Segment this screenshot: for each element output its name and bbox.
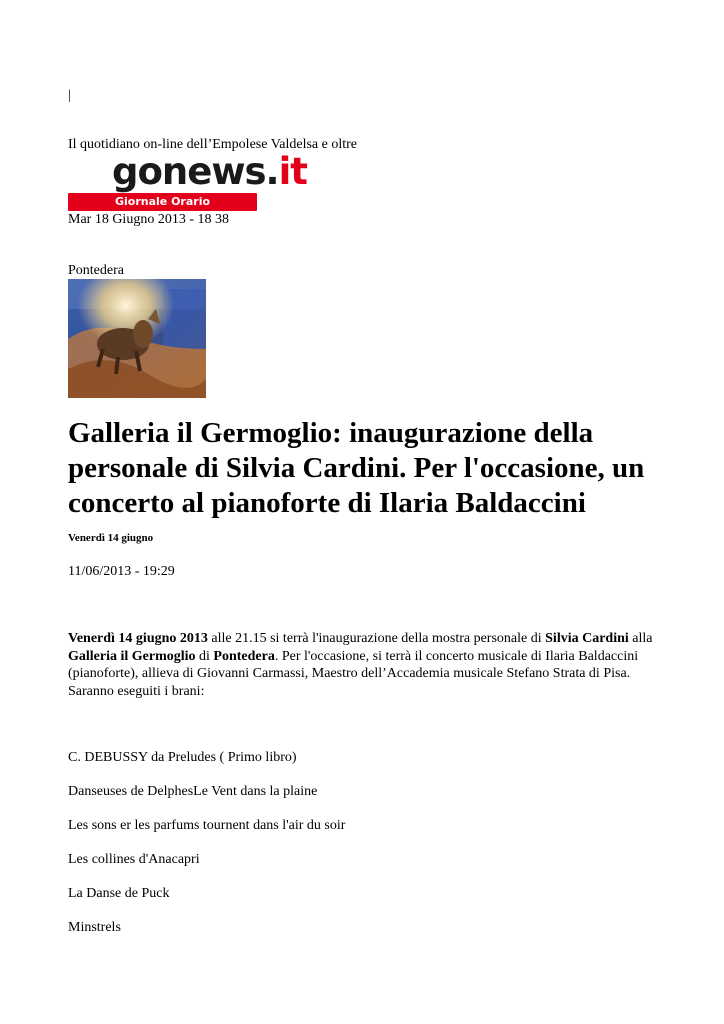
- article-subhead: Venerdì 14 giugno: [68, 532, 154, 544]
- section-label[interactable]: Pontedera: [68, 263, 124, 278]
- publish-date: 11/06/2013 - 19:29: [68, 564, 175, 579]
- program-item: Les sons er les parfums tournent dans l'air du soir: [68, 818, 346, 833]
- current-date: Mar 18 Giugno 2013 - 18 38: [68, 212, 229, 227]
- program-item: Minstrels: [68, 920, 121, 935]
- article-photo: [68, 279, 206, 398]
- body-text: di: [195, 648, 214, 664]
- site-logo[interactable]: [68, 150, 307, 213]
- body-text: alla: [628, 631, 653, 646]
- program-item: La Danse de Puck: [68, 886, 170, 901]
- body-bold-city: Pontedera: [213, 648, 275, 664]
- body-text: . Per l'occasione, si terrà il concerto musicale di Ilaria Baldaccini (pianoforte), allieva di Giovanni Carmassi, Maestro dell’Accademia musicale Stefano Strata di Pisa. Saranno eseguiti i brani:: [68, 648, 639, 699]
- program-item: C. DEBUSSY da Preludes ( Primo libro): [68, 750, 297, 765]
- logo-wordmark: [112, 150, 307, 194]
- body-bold-gallery: Galleria il Germoglio: [68, 648, 196, 664]
- body-bold-date: Venerdì 14 giugno 2013: [68, 631, 208, 646]
- site-tagline: Il quotidiano on-line dell’Empolese Valdelsa e oltre: [68, 137, 357, 152]
- article-body: [68, 630, 668, 700]
- article-headline: Galleria il Germoglio: inaugurazione della personale di Silvia Cardini. Per l'occasione, un concerto al pianoforte di Ilaria Baldaccini: [68, 417, 645, 519]
- logo-word-tld: it: [278, 150, 307, 193]
- body-bold-artist: Silvia Cardini: [545, 631, 629, 646]
- program-item: Les collines d'Anacapri: [68, 852, 200, 867]
- program-item: Danseuses de DelphesLe Vent dans la plaine: [68, 784, 318, 799]
- logo-bar: Giornale Orario: [68, 193, 257, 211]
- logo-word-main: gonews.: [112, 150, 279, 193]
- body-text: alle 21.15 si terrà l'inaugurazione della mostra personale di: [207, 631, 546, 646]
- cursor-mark: |: [68, 88, 71, 103]
